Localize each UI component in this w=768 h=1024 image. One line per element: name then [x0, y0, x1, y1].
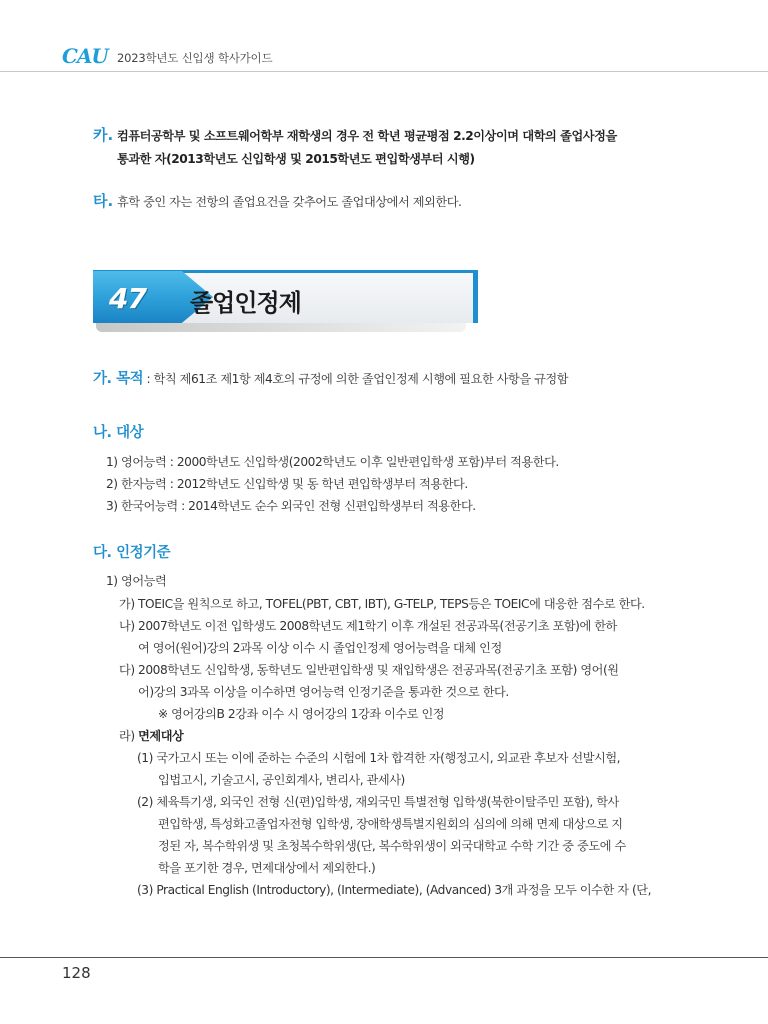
section-title: 졸업인정제	[190, 289, 301, 317]
criteria-heading: 다. 인정기준	[93, 545, 171, 561]
exempt-1-line1: (1) 국가고시 또는 이에 준하는 수준의 시험에 1차 합격한 자(행정고시, 외교관 후보자 선발시험,	[137, 751, 621, 765]
footer-divider	[0, 957, 768, 958]
page-number: 128	[62, 964, 91, 982]
target-item-3: 3) 한국어능력 : 2014학년도 순수 외국인 전형 신편입학생부터 적용한다.	[106, 499, 476, 513]
criteria-na-line2: 여 영어(원어)강의 2과목 이상 이수 시 졸업인정제 영어능력을 대체 인정	[138, 641, 502, 655]
criteria-english: 1) 영어능력	[106, 574, 167, 588]
item-marker-ta: 타.	[93, 192, 114, 210]
header-divider	[0, 71, 768, 72]
criteria-da-line2: 어)강의 3과목 이상을 이수하면 영어능력 인정기준을 통과한 것으로 한다.	[138, 685, 509, 699]
section-number: 47	[109, 282, 146, 315]
exempt-1-line2: 입법고시, 기술고시, 공인회계사, 변리사, 관세사)	[158, 773, 405, 787]
criteria-da-line1: 다) 2008학년도 신입학생, 동학년도 일반편입학생 및 재입학생은 전공과목(전공기초 포함) 영어(원	[119, 663, 619, 677]
purpose-heading: 가. 목적	[93, 371, 144, 387]
criteria-note: ※ 영어강의B 2강좌 이수 시 영어강의 1강좌 이수로 인정	[158, 707, 445, 721]
running-header-title: 2023학년도 신입생 학사가이드	[117, 51, 273, 65]
target-item-2: 2) 한자능력 : 2012학년도 신입학생 및 동 학년 편입학생부터 적용한다.	[106, 477, 468, 491]
target-item-1: 1) 영어능력 : 2000학년도 신입학생(2002학년도 이후 일반편입학생 포함)부터 적용한다.	[106, 455, 559, 469]
item-ta-line1: 휴학 중인 자는 전항의 졸업요건을 갖추어도 졸업대상에서 제외한다.	[117, 195, 462, 209]
exempt-2-line2: 편입학생, 특성화고졸업자전형 입학생, 장애학생특별지원회의 심의에 의해 면제 대상으로 지	[158, 817, 623, 831]
criteria-ga: 가) TOEIC을 원칙으로 하고, TOFEL(PBT, CBT, IBT), G-TELP, TEPS등은 TOEIC에 대응한 점수로 한다.	[119, 597, 645, 611]
purpose-row	[93, 367, 568, 388]
criteria-ra-prefix: 라)	[119, 729, 139, 743]
exempt-2-line3: 정된 자, 복수학위생 및 초청복수학위생(단, 복수학위생이 외국대학교 수학 기간 중 중도에 수	[158, 839, 626, 853]
criteria-ra	[119, 727, 183, 744]
purpose-text: : 학칙 제61조 제1항 제4호의 규정에 의한 졸업인정제 시행에 필요한 사항을 규정함	[143, 372, 569, 386]
exempt-2-line4: 학을 포기한 경우, 면제대상에서 제외한다.)	[158, 861, 376, 875]
target-heading: 나. 대상	[93, 425, 144, 441]
exempt-3-line1: (3) Practical English (Introductory), (Intermediate), (Advanced) 3개 과정을 모두 이수한 자 (단,	[137, 883, 652, 897]
exempt-2-line1: (2) 체육특기생, 외국인 전형 신(편)입학생, 재외국민 특별전형 입학생(북한이탈주민 포함), 학사	[137, 795, 619, 809]
item-marker-ka: 카.	[93, 126, 114, 144]
logo: CAU	[62, 44, 108, 68]
item-ka-line2: 통과한 자(2013학년도 신입학생 및 2015학년도 편입학생부터 시행)	[117, 152, 475, 166]
criteria-na-line1: 나) 2007학년도 이전 입학생도 2008학년도 제1학기 이후 개설된 전공과목(전공기초 포함)에 한하	[119, 619, 617, 633]
criteria-ra-heading: 면제대상	[138, 729, 184, 743]
item-ka-line1: 컴퓨터공학부 및 소프트웨어학부 재학생의 경우 전 학년 평균평점 2.2이상이며 대학의 졸업사정을	[117, 129, 617, 143]
